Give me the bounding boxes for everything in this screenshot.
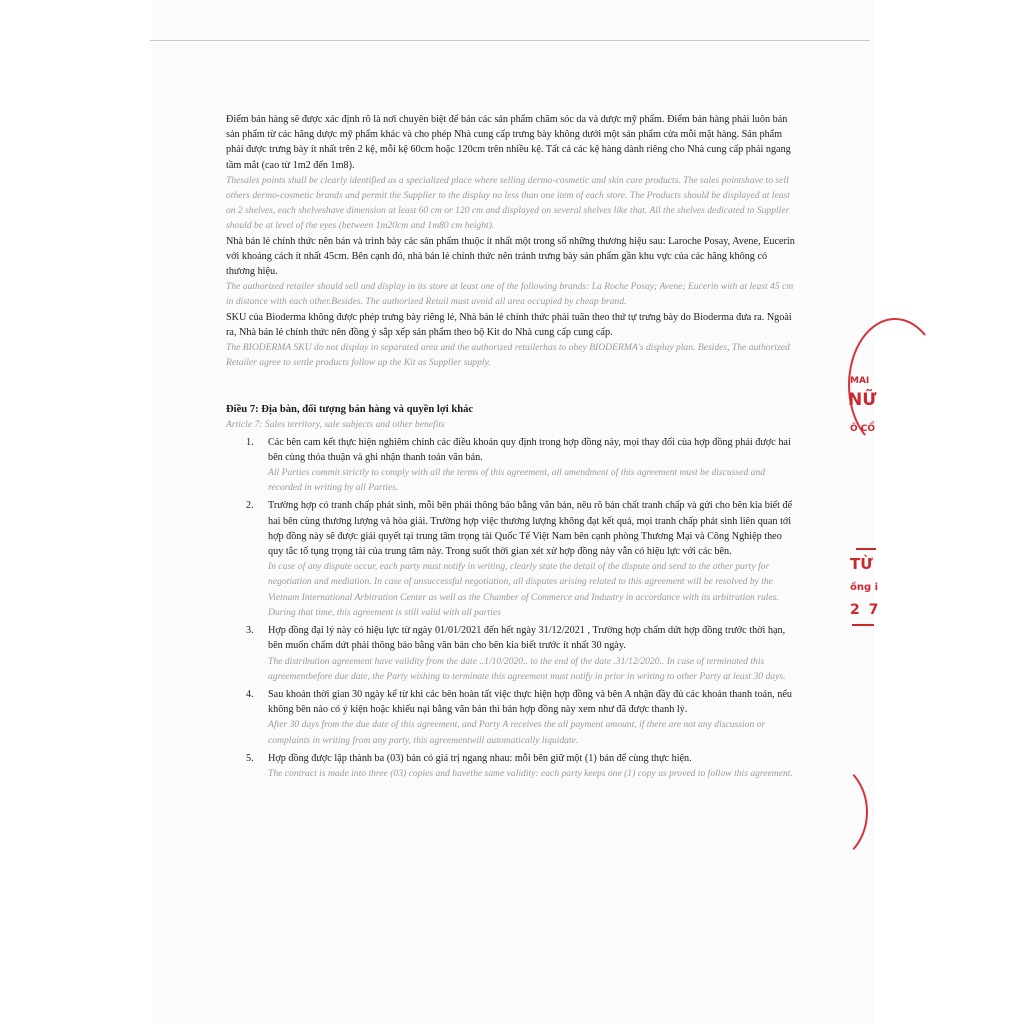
list-item-number: 1. [246, 436, 254, 448]
seal-stamp-top-text-1: MAI [850, 376, 870, 386]
paragraph-sku: SKU của Bioderma không được phép trưng bày riêng lẻ, Nhà bán lẻ chính thức phải tuân theo thứ tự trưng bày do Bioderma đưa ra. Ngoài ra, Nhà bán lẻ chính thức nên đồng ý sắp xếp sản phẩm theo bộ Kit do Nhà cung cấp cung cấp. [226, 311, 792, 338]
list-item [226, 687, 798, 748]
list-item [226, 623, 798, 684]
article-7-title-en: Article 7: Sales territory, sale subjects and other benefits [226, 418, 445, 430]
list-item-text-en: After 30 days from the due date of this agreement, and Party A receives the all payment amount, if there are not any discussion or complaints in writing from any party, this agreementwill automatically liquidate. [268, 719, 766, 746]
document-body [226, 112, 798, 784]
list-item [226, 498, 798, 620]
list-item-text: Trường hợp có tranh chấp phát sinh, mỗi bên phải thông báo bằng văn bản, nêu rõ bản chất tranh chấp và gửi cho bên kia biết để hai bên cùng thương lượng và hòa giải. Trường hợp việc thương lượng không đạt kết quả, mọi tranh chấp phát sinh liên quan tới hợp đồng này sẽ được giải quyết tại trung tâm trọng tài Quốc Tế Việt Nam bên cạnh phòng Thương Mại và Công Nghiệp theo quy tắc tố tụng trọng tài của trung tâm này. Trong suốt thời gian xét xử hợp đồng này vẫn có hiệu lực với các bên. [268, 500, 793, 558]
list-item-number: 4. [246, 688, 254, 700]
list-item [226, 751, 798, 781]
seal-stamp-top-text-2: NỮ [848, 390, 877, 410]
list-item-number: 3. [246, 625, 254, 637]
paragraph-brands: Nhà bán lẻ chính thức nên bán và trình bày các sản phẩm thuộc ít nhất một trong số những thương hiệu sau: Laroche Posay, Avene, Eucerin với khoảng cách ít nhất 45cm. Bên cạnh đó, nhà bán lẻ chính thức nên tránh trưng bày sản phẩm gần khu vực của các hãng không có thương hiệu. [226, 235, 795, 278]
list-item-text-en: The contract is made into three (03) copies and havethe same validity: each party keeps one (1) copy as proved to follow this agreement. [268, 767, 793, 779]
seal-stamp-mid-text-2: ồng i [850, 582, 879, 593]
list-item [226, 435, 798, 496]
paragraph-brands-en: The authorized retailer should sell and display in its store at least one of the following brands: La Roche Posay; Avene; Eucerin with at least 45 cm in distance with each other.Besides. The authorized Retail must avoid all area occupied by cheap brand. [226, 281, 794, 308]
seal-stamp-top-text-3: Ô CỔ [850, 424, 876, 434]
paragraph-display-rules: Điểm bán hàng sẽ được xác định rõ là nơi chuyên biệt để bán các sản phẩm chăm sóc da và dược mỹ phẩm. Điểm bán hàng phải luôn bán sản phẩm từ các hãng dược mỹ phẩm khác và cho phép Nhà cung cấp trưng bày không dưới một sản phẩm cửa mỗi mặt hàng. Sản phẩm phải được trưng bày ít nhất trên 2 kệ, mỗi kệ 60cm hoặc 120cm trên nhiều kệ. Tất cả các kệ hàng dành riêng cho Nhà cung cấp phải ngang tầm mắt (cao từ 1m2 đến 1m8). [226, 114, 791, 171]
paragraph-sku-en: The BIODERMA SKU do not display in separated area and the authorized retailerhas to obey BIODERMA's display plan. Besides, The authorized Retailer agree to settle products follow up the Kit as Supplier supply. [226, 342, 790, 369]
seal-stamp-mid-underline [852, 624, 874, 626]
seal-stamp-mid-text-1: TỪ [850, 555, 873, 573]
list-item-text-en: The distribution agreement have validity from the date ..1/10/2020.. to the end of the date .31/12/2020.. In case of terminated this agreementbefore due date, the Party wishing to terminate this agreement must notify in prior in writing to other Party at least 30 days. [268, 655, 786, 682]
list-item-number: 2. [246, 500, 254, 512]
list-item-text-en: In case of any dispute occur, each party must notify in writing, clearly state the detail of the dispute and send to the other party for negotiation and mediation. In case of unsuccessful negotiation, all disputes arising related to this agreement will be resolved by the Vietnam International Arbitration Center as well as the Chamber of Commerce and Industry in accordance with its arbitration rules. During that time, this agreement is still valid with all parties [268, 561, 779, 618]
seal-stamp-bottom-arc [780, 760, 868, 864]
list-item-text-en: All Parties commit strictly to comply with all the terms of this agreement, all amendment of this agreement must be discussed and recorded in writing by all Parties. [268, 467, 766, 494]
paragraph-display-rules-en: Thesales points shall be clearly identified as a specialized place where selling dermo-cosmetic and skin care products. The sales pointshave to sell others dermo-cosmetic brands and permit the Supplier to the display no less than one item of each store. The Products should be displayed at least on 2 shelves, each shelveshave dimension at least 60 cm or 120 cm and displayed on several shelves like that. All the shelves dedicated to Supplier should be at level of the eyes (between 1m20cm and 1m80 cm height). [226, 174, 790, 232]
scan-artifact-line [150, 40, 870, 41]
seal-stamp-mid-text-3: 2 7 [850, 602, 881, 618]
list-item-text: Sau khoản thời gian 30 ngày kể từ khi các bên hoàn tất việc thực hiện hợp đồng và bên A nhận đầy đủ các khoản thanh toán, nếu không bên nào có ý kiện hoặc khiếu nại bằng văn bản thì bản hợp đồng này xem như đã được thanh lý. [268, 688, 792, 716]
article-7-title: Điều 7: Địa bàn, đối tượng bán hàng và quyền lợi khác [226, 404, 474, 416]
list-item-text: Hợp đồng được lập thành ba (03) bản có giá trị ngang nhau: mỗi bên giữ một (1) bản để cùng thực hiện. [268, 752, 692, 764]
seal-stamp-mid-bar [856, 548, 876, 550]
list-item-text: Các bên cam kết thực hiện nghiêm chỉnh các điều khoản quy định trong hợp đồng này, mọi thay đổi của hợp đồng phải được hai bên cùng thỏa thuận và ghi nhận thanh toán văn bản. [268, 436, 791, 463]
article-7-terms [226, 435, 798, 781]
list-item-text: Hợp đồng đại lý này có hiệu lực từ ngày 01/01/2021 đến hết ngày 31/12/2021 , Trường hợp chấm dứt hợp đồng trước thời hạn, bên muốn chấm dứt phải thông báo bằng văn bản cho bên kia biết trước ít nhất 30 ngày. [268, 625, 786, 652]
list-item-number: 5. [246, 752, 254, 764]
